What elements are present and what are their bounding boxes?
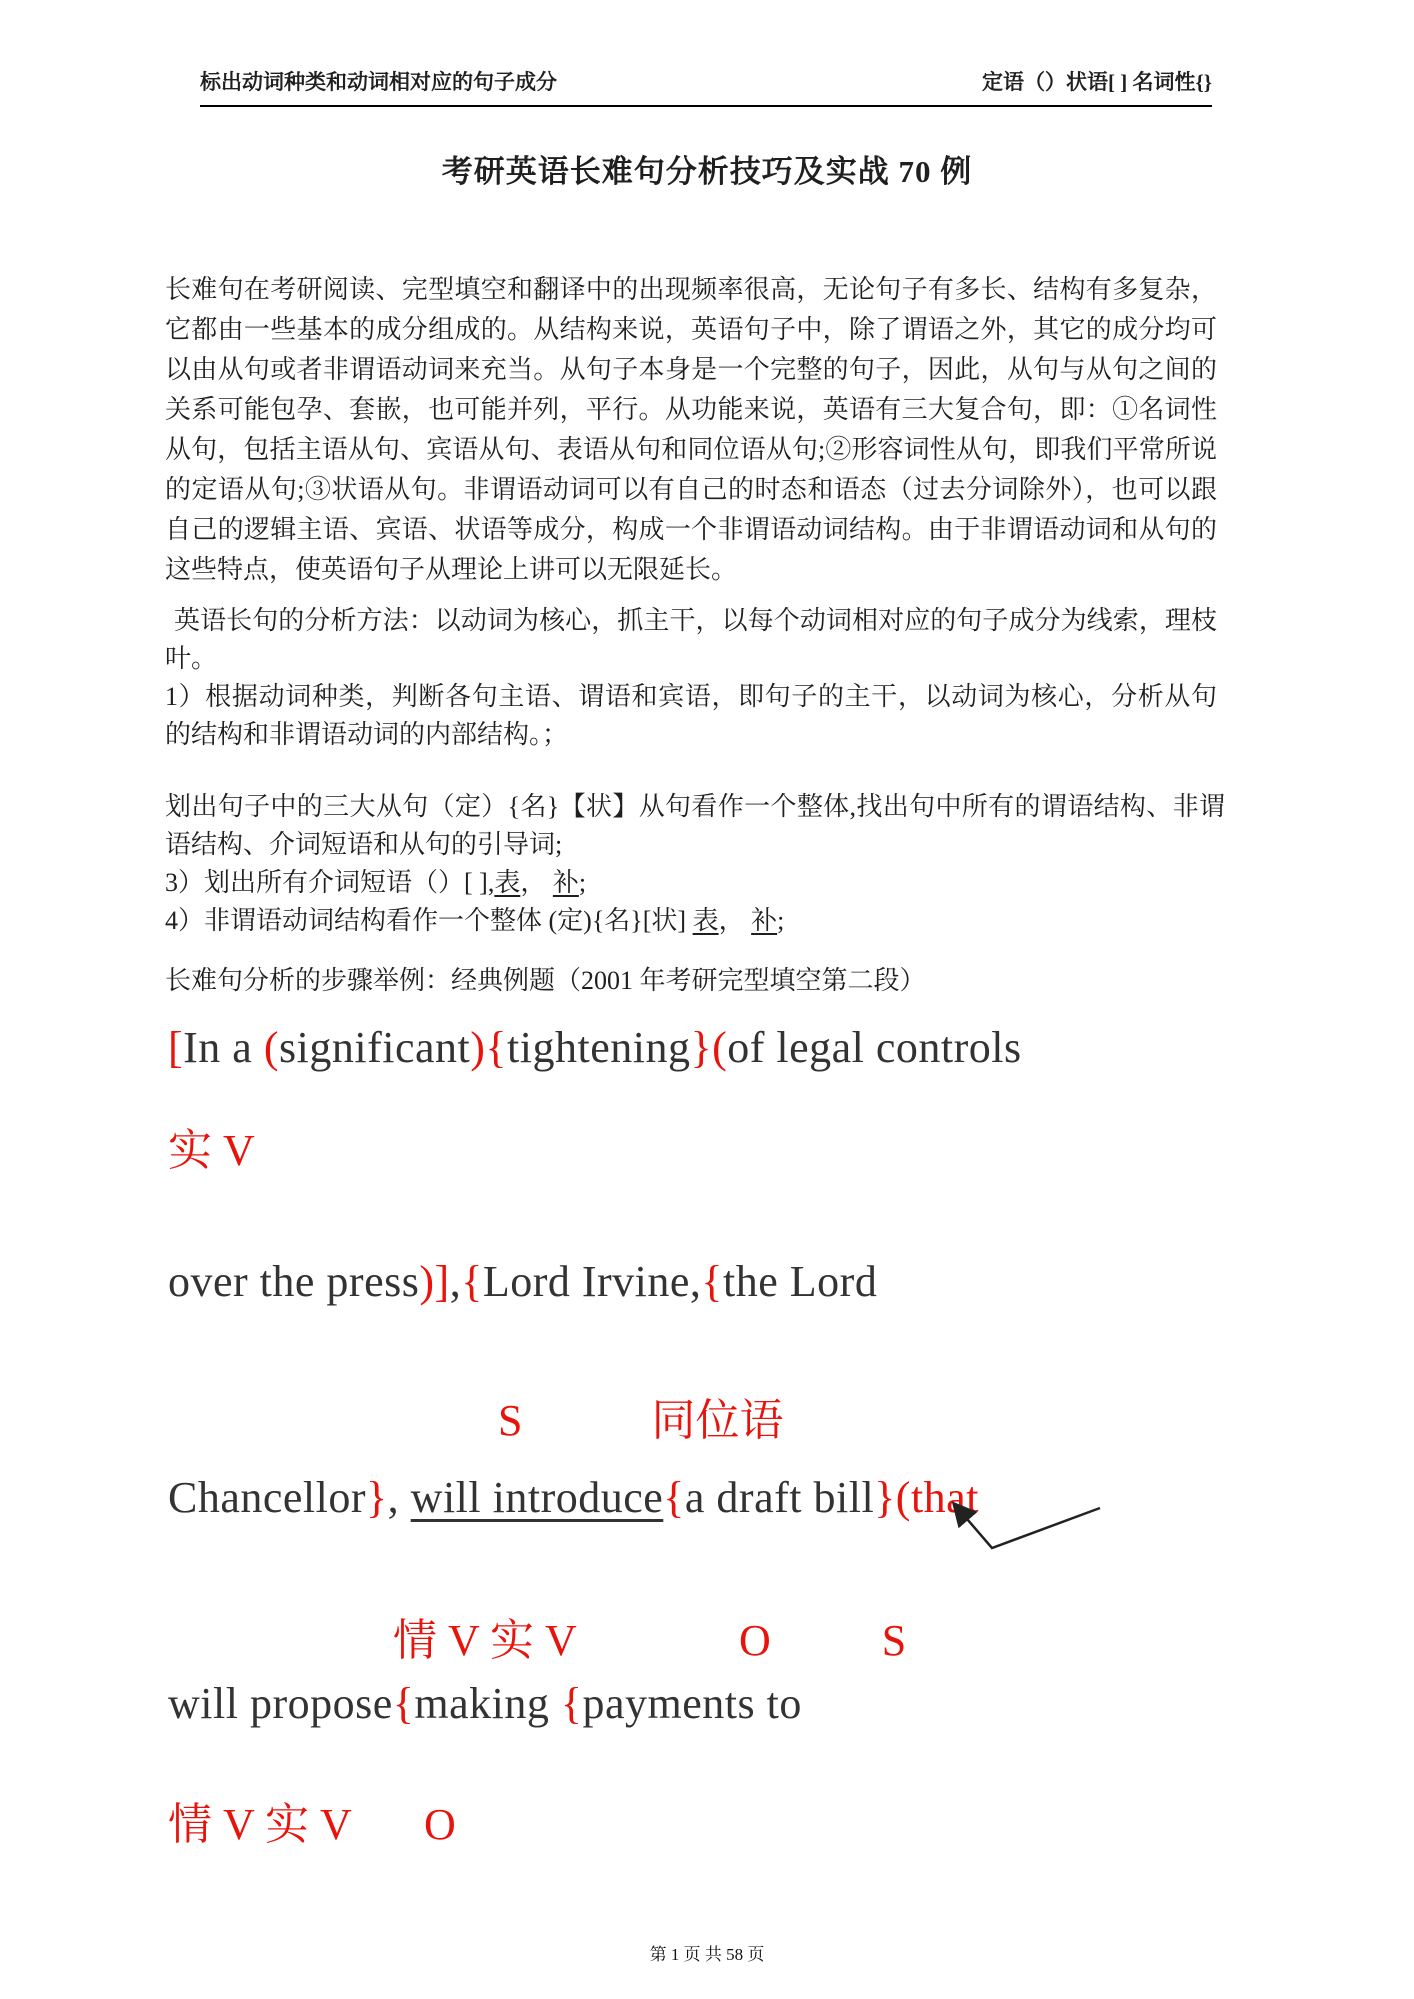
method-lead: 英语长句的分析方法：以动词为核心，抓主干，以每个动词相对应的句子成分为线索，理枝叶。 xyxy=(165,606,1217,673)
bracket-mark: { xyxy=(560,1679,583,1728)
sentence-line-2 xyxy=(168,1256,877,1307)
method-step-1: 1）根据动词种类，判断各句主语、谓语和宾语，即句子的主干，以动词为核心，分析从句的结构和非谓语动词的内部结构。； xyxy=(165,682,1217,749)
header-bracket-legend: 定语（）状语[ ] 名词性{} xyxy=(981,70,1212,94)
text-segment: over the press xyxy=(168,1257,420,1306)
text-segment: In a xyxy=(183,1023,264,1072)
bracket-mark: (that xyxy=(895,1473,979,1522)
text-segment: significant xyxy=(279,1023,471,1072)
bracket-mark: ) xyxy=(470,1023,486,1072)
text-segment: a draft bill xyxy=(684,1473,875,1522)
annotation-row-1 xyxy=(168,1114,255,1178)
text-segment: 表 xyxy=(692,906,719,935)
modal-verb-label: 情 V 实 V xyxy=(393,1616,576,1665)
text-segment: ; xyxy=(777,906,785,935)
bracket-mark: ( xyxy=(263,1023,279,1072)
example-heading: 长难句分析的步骤举例：经典例题（2001 年考研完型填空第二段） xyxy=(165,966,926,995)
sentence-line-3 xyxy=(168,1472,979,1523)
object-label: O xyxy=(423,1800,456,1849)
text-segment: ， xyxy=(718,906,752,935)
document-title: 考研英语长难句分析技巧及实战 70 例 xyxy=(441,154,973,189)
bracket-mark: { xyxy=(461,1257,483,1306)
text-segment: 3）划出所有介词短语（）[ ], xyxy=(165,868,495,897)
annotation-row-4 xyxy=(168,1788,456,1852)
bracket-mark: ( xyxy=(712,1023,728,1072)
step-3 xyxy=(165,864,1225,902)
text-segment: making xyxy=(414,1679,561,1728)
text-segment: Chancellor xyxy=(168,1473,367,1522)
bracket-mark: { xyxy=(392,1679,415,1728)
bracket-mark: } xyxy=(690,1023,713,1072)
page-header xyxy=(200,66,1212,107)
sentence-line-1 xyxy=(168,1022,1022,1073)
text-segment: 补 xyxy=(751,906,778,935)
text-segment: will propose xyxy=(168,1679,393,1728)
text-segment: tightening xyxy=(507,1023,691,1072)
step-4 xyxy=(165,902,1225,940)
text-segment: 补 xyxy=(552,868,579,897)
bracket-mark: { xyxy=(485,1023,508,1072)
bracket-mark: } xyxy=(874,1473,896,1522)
bracket-mark: } xyxy=(366,1473,388,1522)
intro-paragraph: 长难句在考研阅读、完型填空和翻译中的出现频率很高，无论句子有多长、结构有多复杂，它都由一些基本的成分组成的。从结构来说，英语句子中，除了谓语之外，其它的成分均可以由从句或者非谓语动词来充当。从句子本身是一个完整的句子，因此，从句与从句之间的关系可能包孕、套嵌，也可能并列，平行。从功能来说，英语有三大复合句，即：①名词性从句，包括主语从句、宾语从句、表语从句和同位语从句;②形容词性从句，即我们平常所说的定语从句;③状语从句。非谓语动词可以有自己的时态和语态（过去分词除外），也可以跟自己的逻辑主语、宾语、状语等成分，构成一个非谓语动词结构。由于非谓语动词和从句的这些特点，使英语句子从理论上讲可以无限延长。 xyxy=(165,275,1217,584)
bracket-mark: [ xyxy=(168,1023,184,1072)
text-segment: will introduce xyxy=(410,1473,664,1522)
text-segment: 表 xyxy=(494,868,521,897)
sentence-line-4 xyxy=(168,1678,802,1729)
bracket-mark: ) xyxy=(419,1257,435,1306)
text-segment: , xyxy=(387,1473,411,1522)
text-segment: 4）非谓语动词结构看作一个整体 (定){名}[状] xyxy=(165,906,693,935)
text-segment: , xyxy=(449,1257,462,1306)
modal-verb-label: 情 V 实 V xyxy=(168,1800,351,1849)
apposition-label: 同位语 xyxy=(651,1396,784,1445)
text-segment: Lord Irvine, xyxy=(482,1257,702,1306)
text-segment: of legal controls xyxy=(727,1023,1022,1072)
bracket-mark: ] xyxy=(434,1257,450,1306)
text-segment: payments to xyxy=(582,1679,802,1728)
subject-label: S xyxy=(498,1396,523,1445)
verb-label: 实 V xyxy=(168,1126,255,1175)
bracket-mark: { xyxy=(701,1257,724,1306)
text-segment: the Lord xyxy=(723,1257,878,1306)
text-segment: ; xyxy=(578,868,587,897)
annotation-row-3 xyxy=(168,1604,906,1668)
steps-block xyxy=(165,788,1225,940)
step-2: 划出句子中的三大从句（定）{名}【状】从句看作一个整体,找出句中所有的谓语结构、非谓语结构、介词短语和从句的引导词; xyxy=(165,792,1225,859)
subject-label: S xyxy=(881,1616,907,1665)
analysis-method-block xyxy=(165,602,1217,754)
annotation-row-2 xyxy=(168,1384,783,1448)
bracket-mark: { xyxy=(663,1473,685,1522)
header-instruction: 标出动词种类和动词相对应的句子成分 xyxy=(200,70,557,94)
object-label: O xyxy=(738,1616,771,1665)
text-segment: ， xyxy=(520,868,553,897)
page-number-footer: 第 1 页 共 58 页 xyxy=(649,1945,765,1964)
reference-arrow xyxy=(930,1490,1130,1565)
